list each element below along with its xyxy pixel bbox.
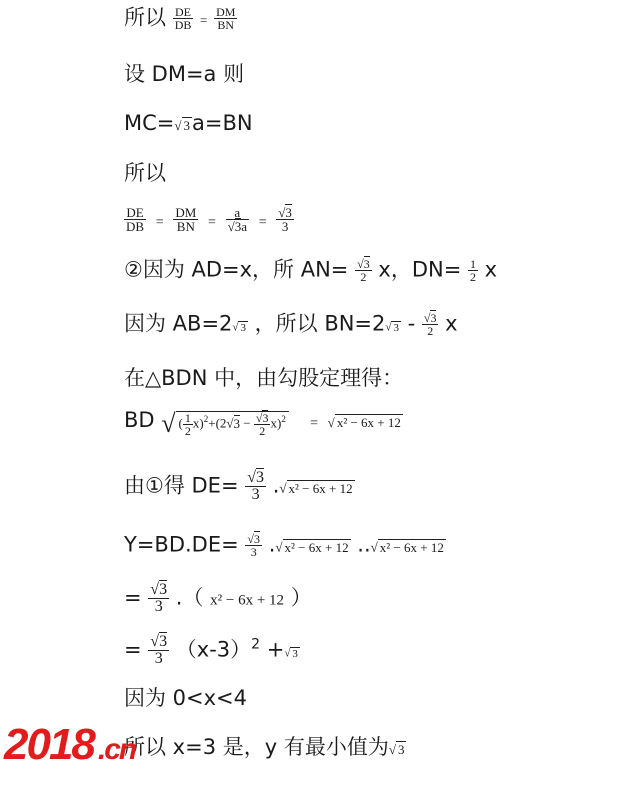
fraction-1-2: $\frac{1}{2}$ [469,257,476,284]
line-13: = $\frac{√3}{3}$ $(x-3)^2$ +√ 3 [124,633,298,667]
line-12: = $\frac{√3}{3}$ .（ x² − 6x + 12 ） [124,581,312,615]
line-7: 因为 AB=2√ 3 ，所以 BN=2√ 3 - $\frac{√3}{2}$ x [124,311,458,338]
fraction-de-db-2: $\frac{DE}{DB}$ [126,205,145,234]
line-11: Y=BD.DE= $\frac{√3}{3}$ .√ x² − 6x + 12 ..√ x² − 6x + 12 [124,532,444,559]
fraction-sqrt3-3: $\frac{√3}{3}$ [278,205,292,234]
line-15: 所以 x=3 是，y 有最小值为√ 3 [124,735,405,759]
fraction-sqrt3-2: $\frac{√3}{2}$ [357,257,370,284]
sqrt-expression: √ ( $\frac{1}{2}$ x)$^2$+(2√3 − $\frac{√3}{2}$ x)$^2$ [161,415,292,430]
line-4: 所以 [124,161,166,185]
line-1: 所以 $\frac{DE}{DB}$ = $\frac{DM}{BN}$ [124,5,236,32]
site-watermark-logo: 2018 .cn [4,720,136,769]
fraction-sqrt3-2b: $\frac{√3}{2}$ [423,311,437,338]
line-9: BD √ ( $\frac{1}{2}$ x)$^2$+(2√3 − $\frac{√3}{2}$ x)$^2$ = √ x² − 6x + 12 [124,408,401,439]
line-10: 由①得 DE= $\frac{√3}{3}$ .√ x² − 6x + 12 [124,469,353,503]
line-8: 在△BDN 中，由勾股定理得： [124,366,404,390]
fraction-dm-bn-2: $\frac{DM}{BN}$ [175,205,197,234]
fraction-de-db: $\frac{DE}{DB}$ [174,5,192,32]
fraction-a-sqrt3a: $\frac{a}{√3a}$ [227,205,247,234]
fraction-dm-bn: $\frac{DM}{BN}$ [216,5,236,32]
line-14: 因为 0<x<4 [124,686,248,710]
line-2: 设 DM=a 则 [124,62,245,86]
line-1-prefix: 所以 [124,5,166,30]
fraction-sqrt3-3b: $\frac{√3}{3}$ [247,469,265,503]
line-3: MC=√ 3a=BN [124,111,253,135]
sqrt-3: √ 3 [174,118,191,133]
line-6: ②因为 AD=x，所 AN= $\frac{√3}{2}$ x，DN= $\frac{1}{2}$ x [124,257,498,284]
sqrt-x2-6x-12: √ x² − 6x + 12 [327,415,401,430]
line-5: $\frac{DE}{DB}$ = $\frac{DM}{BN}$ = $\frac{a}{√3a}$ = $\frac{√3}{3}$ [126,205,292,234]
